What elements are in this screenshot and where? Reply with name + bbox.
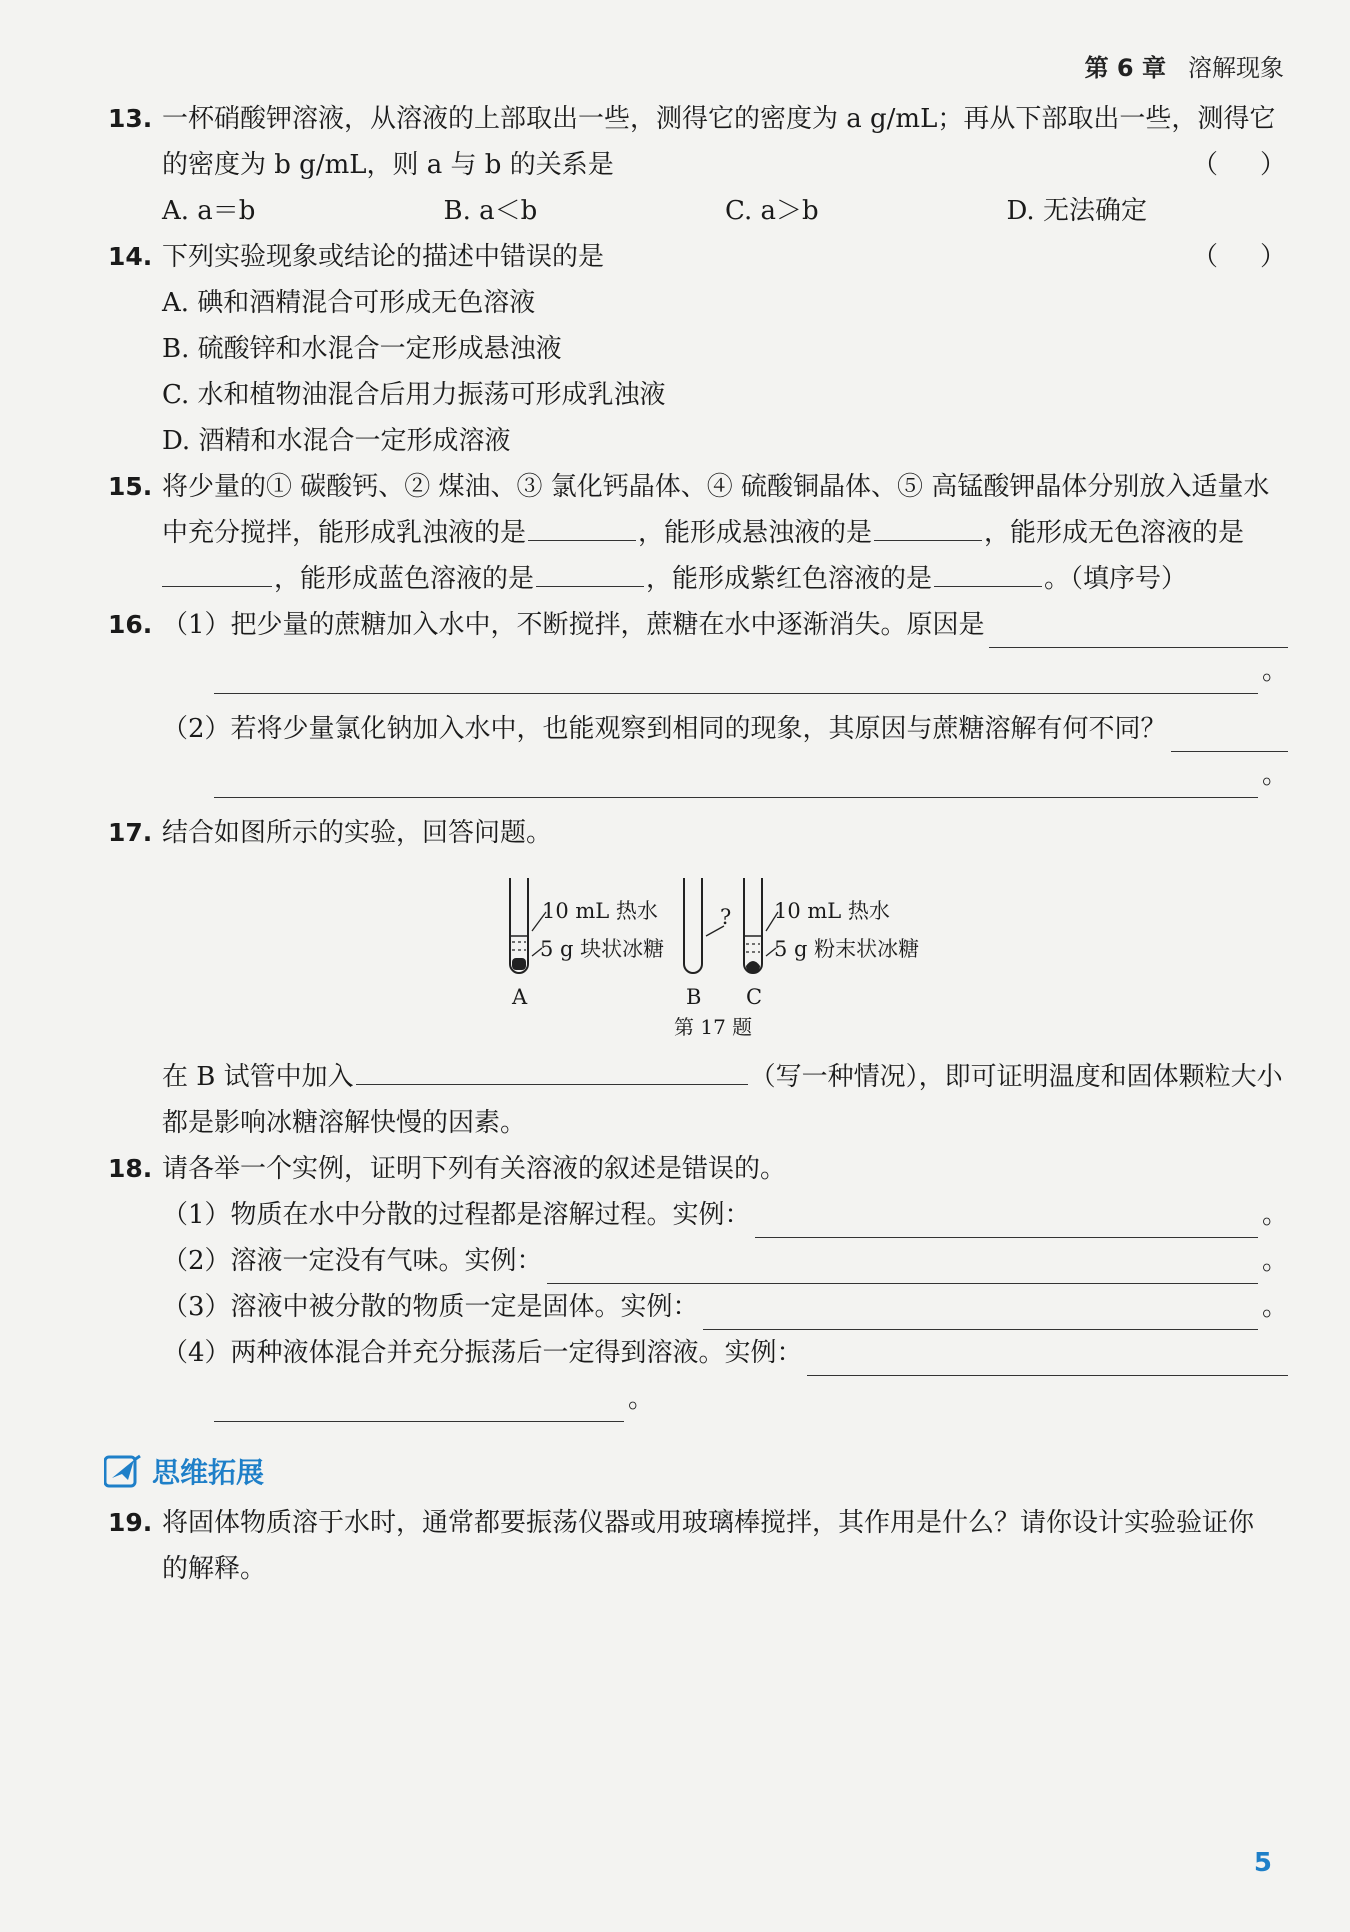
option-d[interactable]: D. 酒精和水混合一定形成溶液	[162, 426, 511, 456]
text-segment: 中充分搅拌，能形成乳浊液的是	[162, 518, 527, 548]
answer-line[interactable]	[547, 1251, 1258, 1284]
sub-question-text: （1）把少量的蔗糖加入水中，不断搅拌，蔗糖在水中逐渐消失。原因是	[162, 610, 985, 640]
bracket-close: ）	[1259, 150, 1288, 180]
question-text: 请各举一个实例，证明下列有关溶液的叙述是错误的。	[162, 1154, 787, 1184]
question-number: 15.	[108, 472, 153, 501]
answer-bracket[interactable]	[1192, 234, 1288, 280]
answer-line[interactable]	[755, 1205, 1258, 1238]
sub-question-1	[162, 602, 1288, 648]
bracket-open: （	[1191, 150, 1220, 180]
questions	[108, 96, 1288, 1592]
option-b[interactable]: B. 硫酸锌和水混合一定形成悬浊液	[162, 334, 562, 364]
question-18	[108, 1146, 1288, 1422]
question-19	[108, 1500, 1288, 1592]
bracket-close: ）	[1259, 242, 1288, 272]
answer-line[interactable]	[703, 1297, 1258, 1330]
sub-question-2	[162, 706, 1288, 752]
text-segment: ，能形成紫红色溶液的是	[646, 564, 933, 594]
sub-question-text: （1）物质在水中分散的过程都是溶解过程。实例：	[162, 1200, 751, 1230]
answer-blank[interactable]	[356, 1054, 748, 1085]
answer-line[interactable]	[214, 1391, 624, 1422]
test-tube-b	[684, 878, 724, 973]
question-number: 19.	[108, 1508, 153, 1537]
answer-line[interactable]	[1171, 719, 1288, 752]
experiment-figure	[162, 866, 1288, 1054]
option-a[interactable]: A. a＝b	[162, 196, 256, 226]
answer-row	[162, 648, 1288, 694]
answer-line[interactable]	[807, 1343, 1288, 1376]
tube-a-letter: A	[512, 985, 528, 1009]
answer-blank-colorless[interactable]	[162, 556, 272, 587]
sub-question-text: （2）溶液一定没有气味。实例：	[162, 1246, 543, 1276]
period: 。	[628, 1384, 655, 1414]
question-text-cont: 都是影响冰糖溶解快慢的因素。	[162, 1108, 527, 1138]
thinking-extension-icon	[104, 1454, 142, 1488]
option-c[interactable]: C. 水和植物油混合后用力振荡可形成乳浊液	[162, 380, 666, 410]
page-header	[1085, 48, 1284, 83]
section-header	[104, 1448, 1288, 1494]
options	[162, 188, 1288, 234]
period: 。	[1261, 760, 1288, 790]
question-16	[108, 602, 1288, 798]
question-15	[108, 464, 1288, 602]
text-segment: ，能形成悬浊液的是	[638, 518, 873, 548]
tube-c-letter: C	[746, 985, 763, 1009]
tube-c-water-label: 10 mL 热水	[774, 899, 890, 923]
question-number: 17.	[108, 818, 153, 847]
option-c[interactable]: C. a＞b	[725, 196, 819, 226]
answer-row	[162, 752, 1288, 798]
question-14	[108, 234, 1288, 464]
question-text: 将固体物质溶于水时，通常都要振荡仪器或用玻璃棒搅拌，其作用是什么？请你设计实验验证你	[162, 1508, 1255, 1538]
question-text-line2: 的密度为 b g/mL，则 a 与 b 的关系是	[162, 150, 614, 180]
chapter-title: 溶解现象	[1188, 54, 1284, 82]
question-text: 将少量的① 碳酸钙、② 煤油、③ 氯化钙晶体、④ 硫酸铜晶体、⑤ 高锰酸钾晶体分别放入适量水	[162, 472, 1270, 502]
sub-question-text: （2）若将少量氯化钠加入水中，也能观察到相同的现象，其原因与蔗糖溶解有何不同？	[162, 714, 1167, 744]
test-tubes-diagram	[162, 866, 1288, 1054]
question-text	[162, 234, 1288, 280]
text-segment: 在 B 试管中加入	[162, 1062, 354, 1092]
page-number: 5	[1253, 1848, 1272, 1878]
question-text: 结合如图所示的实验，回答问题。	[162, 818, 553, 848]
question-13	[108, 96, 1288, 234]
answer-line[interactable]	[214, 765, 1258, 798]
answer-row	[162, 1376, 1288, 1422]
text-segment: ，能形成蓝色溶液的是	[274, 564, 535, 594]
question-number: 16.	[108, 610, 153, 639]
sub-question-4	[162, 1330, 1288, 1376]
sub-question-text: （3）溶液中被分散的物质一定是固体。实例：	[162, 1292, 699, 1322]
tube-a-water-label: 10 mL 热水	[542, 899, 658, 923]
tube-b-letter: B	[686, 985, 702, 1009]
answer-blank-emulsion[interactable]	[528, 510, 636, 541]
question-text-cont	[162, 510, 1288, 556]
test-tube-c	[744, 878, 778, 973]
question-text: 一杯硝酸钾溶液，从溶液的上部取出一些，测得它的密度为 a g/mL；再从下部取出一些，测得它	[162, 104, 1276, 134]
tube-b-unknown-label: ?	[720, 905, 732, 929]
answer-bracket[interactable]	[1192, 142, 1288, 188]
bracket-open: （	[1191, 242, 1220, 272]
sugar-lump-icon	[512, 958, 526, 970]
tube-c-sugar-label: 5 g 粉末状冰糖	[774, 937, 920, 961]
period: 。	[1261, 1246, 1288, 1276]
figure-caption: 第 17 题	[674, 1015, 753, 1039]
period: 。	[1261, 1292, 1288, 1322]
question-text-cont: 的解释。	[162, 1554, 267, 1584]
text-segment: （写一种情况），即可证明温度和固体颗粒大小	[749, 1062, 1283, 1092]
section-title: 思维拓展	[152, 1456, 265, 1489]
answer-line[interactable]	[214, 661, 1258, 694]
period: 。	[1261, 1200, 1288, 1230]
sub-question-text: （4）两种液体混合并充分振荡后一定得到溶液。实例：	[162, 1338, 803, 1368]
question-17	[108, 810, 1288, 1146]
answer-blank-suspension[interactable]	[874, 510, 982, 541]
question-text-cont	[162, 1054, 1288, 1100]
sub-question-2	[162, 1238, 1288, 1284]
answer-line[interactable]	[989, 615, 1288, 648]
answer-blank-blue[interactable]	[536, 556, 644, 587]
tube-a-sugar-label: 5 g 块状冰糖	[540, 937, 665, 961]
sub-question-3	[162, 1284, 1288, 1330]
question-number: 18.	[108, 1154, 153, 1183]
text-segment: 。（填序号）	[1044, 564, 1188, 594]
option-d[interactable]: D. 无法确定	[1006, 196, 1147, 226]
period: 。	[1261, 656, 1288, 686]
sub-question-1	[162, 1192, 1288, 1238]
chapter-number: 第 6 章	[1084, 54, 1166, 82]
answer-blank-purple[interactable]	[934, 556, 1042, 587]
option-b[interactable]: B. a＜b	[443, 196, 538, 226]
option-a[interactable]: A. 碘和酒精混合可形成无色溶液	[162, 288, 536, 318]
question-number: 14.	[108, 242, 153, 271]
question-text-cont	[162, 142, 1288, 188]
question-stem: 下列实验现象或结论的描述中错误的是	[162, 242, 605, 272]
question-text-cont	[162, 556, 1288, 602]
question-number: 13.	[108, 104, 153, 133]
text-segment: ，能形成无色溶液的是	[984, 518, 1245, 548]
